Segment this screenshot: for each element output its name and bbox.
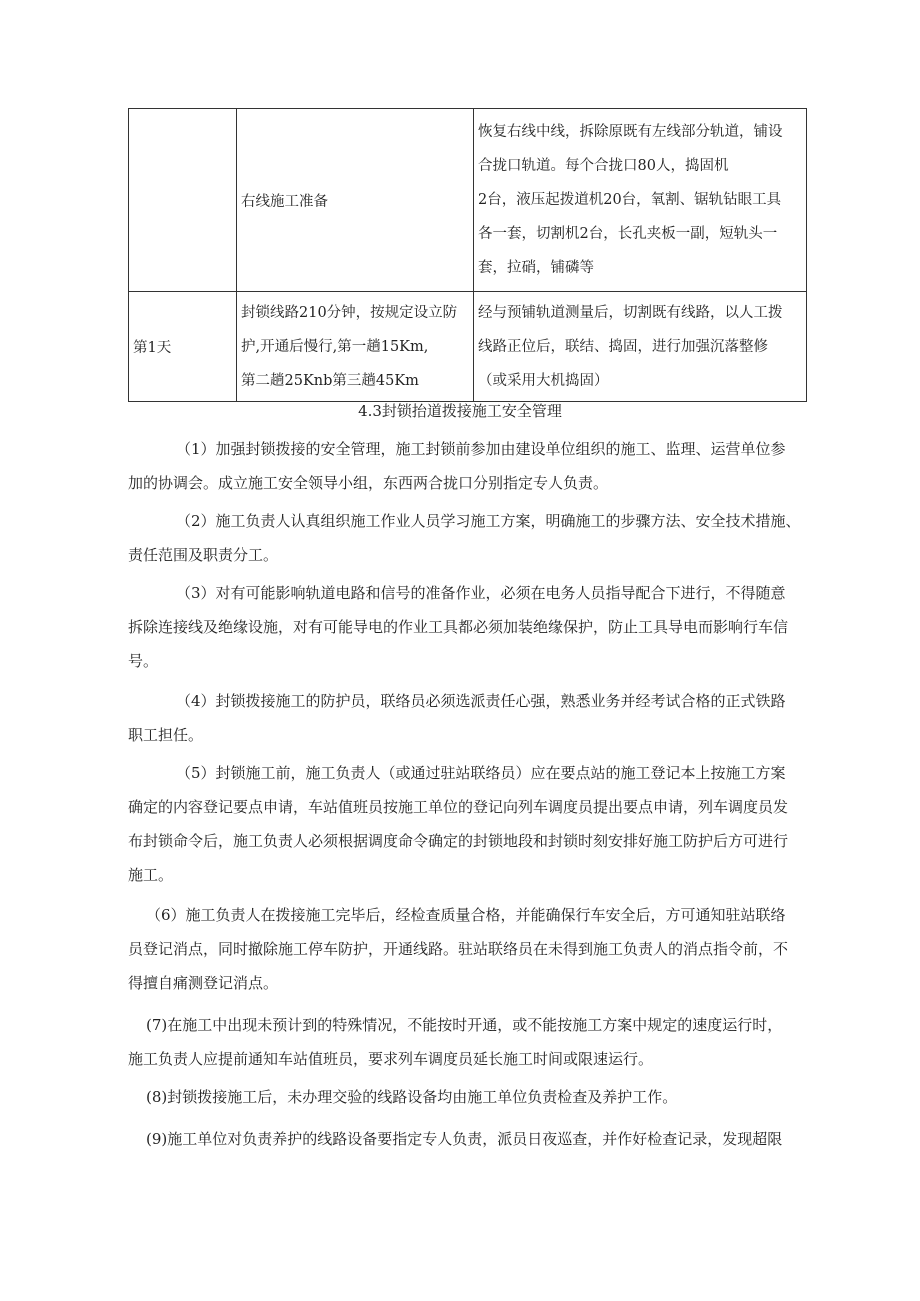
- cell-line: 封锁线路210分钟，按规定设立防: [241, 304, 458, 321]
- paragraph: [128, 1122, 808, 1156]
- table-row: [129, 292, 807, 402]
- table-cell-day: 第1天: [129, 292, 237, 402]
- cell-line: （或采用大机捣固）: [478, 372, 609, 389]
- table-cell-task: [237, 109, 474, 292]
- paragraph: [128, 898, 808, 1000]
- table-row: [129, 109, 807, 292]
- table-cell-details: [474, 292, 807, 402]
- paragraph-line: (9)施工单位对负责养护的线路设备要指定专人负责，派员日夜巡查，并作好检查记录，发现超限: [146, 1130, 783, 1148]
- construction-schedule-table: [128, 108, 807, 402]
- paragraph: [128, 1080, 808, 1114]
- cell-line: 2台，液压起拨道机20台，氧割、锯轨钻眼工具: [478, 192, 782, 208]
- paragraph-line: 号。: [128, 652, 159, 670]
- cell-line: 护,开通后慢行,第一趟15Km,: [241, 338, 429, 355]
- paragraph: [128, 1008, 808, 1076]
- cell-line: 恢复右线中线，拆除原既有左线部分轨道，铺设: [478, 124, 783, 140]
- table-cell-day: [129, 109, 237, 292]
- paragraph-line: （1）加强封锁拨接的安全管理，施工封锁前参加由建设单位组织的施工、监理、运营单位参: [176, 440, 786, 458]
- paragraph-line: 加的协调会。成立施工安全领导小组，东西两合拢口分别指定专人负责。: [128, 474, 609, 492]
- paragraph-line: 确定的内容登记要点申请，车站值班员按施工单位的登记向列车调度员提出要点申请，列车调度员发: [128, 798, 789, 816]
- paragraph-line: （4）封锁拨接施工的防护员，联络员必须选派责任心强，熟悉业务并经考试合格的正式铁路: [176, 692, 786, 710]
- paragraph: [128, 756, 808, 892]
- paragraph-line: 职工担任。: [128, 726, 204, 744]
- paragraph-line: (7)在施工中出现未预计到的特殊情况，不能按时开通，或不能按施工方案中规定的速度运行时，: [146, 1016, 783, 1034]
- paragraph: [128, 684, 808, 752]
- cell-line: 各一套，切割机2台，长孔夹板一副，短轨头一: [478, 226, 778, 242]
- paragraph-line: 施工负责人应提前通知车站值班员，要求列车调度员延长施工时间或限速运行。: [128, 1050, 654, 1068]
- paragraph-line: 布封锁命令后，施工负责人必须根据调度命令确定的封锁地段和封锁时刻安排好施工防护后方可进行: [128, 832, 789, 850]
- cell-line: 右线施工准备: [241, 193, 328, 210]
- table-cell-task: [237, 292, 474, 402]
- paragraph-line: （3）对有可能影响轨道电路和信号的准备作业，必须在电务人员指导配合下进行，不得随意: [176, 584, 786, 602]
- cell-line: 第二趟25Knb第三趟45Km: [241, 372, 419, 389]
- paragraph-line: 拆除连接线及绝缘设施，对有可能导电的作业工具都必须加装绝缘保护，防止工具导电而影响行车信: [128, 618, 789, 636]
- paragraph: [128, 504, 808, 572]
- paragraph-line: （2）施工负责人认真组织施工作业人员学习施工方案，明确施工的步骤方法、安全技术措施、: [176, 512, 801, 530]
- cell-line: 经与预铺轨道测量后，切割既有线路，以人工拨: [478, 304, 783, 321]
- table-cell-details: [474, 109, 807, 292]
- paragraph-line: 施工。: [128, 866, 174, 884]
- cell-line: 套，拉硝，铺磷等: [478, 260, 594, 276]
- paragraph: [128, 576, 808, 678]
- cell-line: 线路正位后，联结、捣固，进行加强沉落整修: [478, 338, 768, 355]
- paragraph-line: （5）封锁施工前，施工负责人（或通过驻站联络员）应在要点站的施工登记本上按施工方案: [176, 764, 786, 782]
- paragraph-line: (8)封锁拨接施工后，未办理交验的线路设备均由施工单位负责检查及养护工作。: [146, 1088, 678, 1106]
- section-heading: 4.3封锁抬道拨接施工安全管理: [358, 402, 562, 420]
- paragraph-line: 得擅自痛测登记消点。: [128, 974, 279, 992]
- paragraph-line: 责任范围及职责分工。: [128, 546, 279, 564]
- cell-line: 合拢口轨道。每个合拢口80人，捣固机: [478, 158, 729, 174]
- paragraph-line: （6）施工负责人在拨接施工完毕后，经检查质量合格，并能确保行车安全后，方可通知驻站联络: [146, 906, 786, 924]
- paragraph-line: 员登记消点，同时撤除施工停车防护，开通线路。驻站联络员在未得到施工负责人的消点指令前，不: [128, 940, 789, 958]
- paragraph: [128, 432, 808, 500]
